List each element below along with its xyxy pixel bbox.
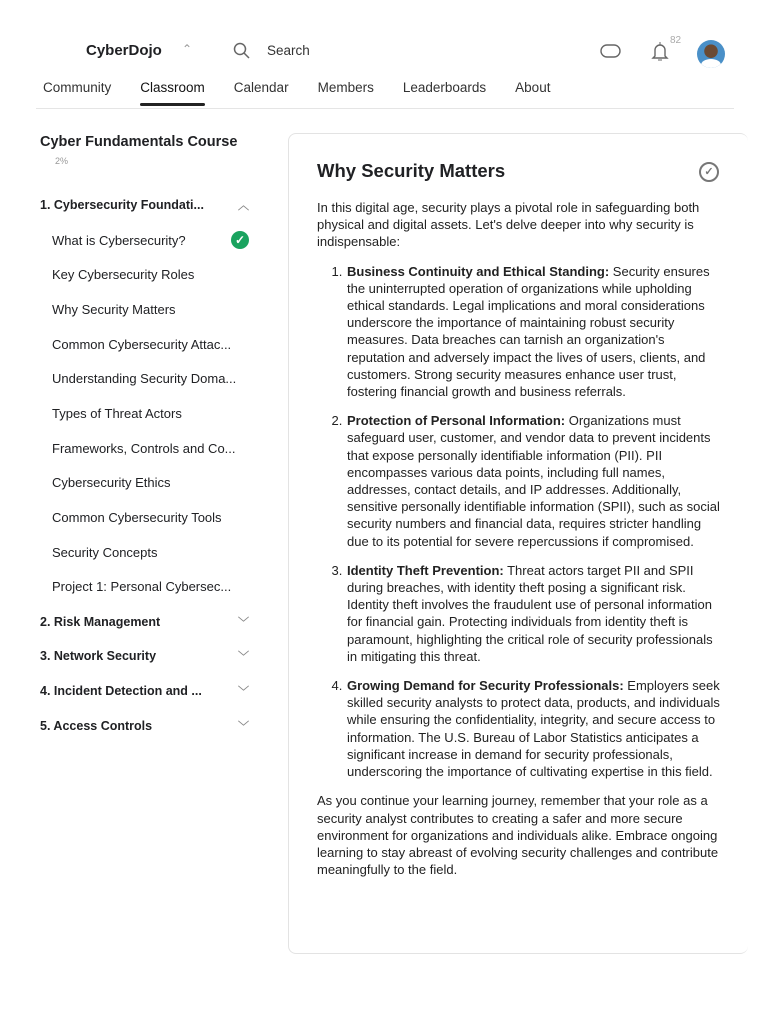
list-item bbox=[346, 562, 720, 665]
chevron-down-icon: ﹀ bbox=[238, 720, 249, 733]
list-item bbox=[346, 677, 720, 780]
lesson-item[interactable] bbox=[40, 327, 255, 362]
search-icon[interactable] bbox=[233, 42, 251, 65]
item-heading: Growing Demand for Security Professionals: bbox=[347, 678, 624, 694]
module-4[interactable] bbox=[40, 674, 255, 709]
list-item bbox=[346, 412, 720, 550]
item-body: Employers seek skilled security analysts to protect data, products, and individuals while ensuring the confidentiality, integrity, and secure access to information. The U.S. Bureau of Labor Statistics anticipates a significant increase in demand for security professionals, underscoring the importance of cultivating expertise in this field. bbox=[347, 678, 720, 780]
lesson-item[interactable] bbox=[40, 535, 255, 570]
course-sidebar bbox=[40, 134, 255, 743]
lesson-item[interactable] bbox=[40, 500, 255, 535]
tab-classroom[interactable]: Classroom bbox=[140, 80, 205, 105]
item-heading: Identity Theft Prevention: bbox=[347, 562, 504, 578]
completed-check-icon: ✓ bbox=[231, 231, 249, 249]
lesson-label: Security Concepts bbox=[52, 544, 158, 560]
lesson-item[interactable] bbox=[40, 570, 255, 605]
search-input[interactable]: Search bbox=[267, 43, 310, 58]
lesson-item[interactable] bbox=[40, 431, 255, 466]
tab-community[interactable]: Community bbox=[43, 80, 112, 95]
lesson-label: Cybersecurity Ethics bbox=[52, 475, 171, 491]
lesson-label: Frameworks, Controls and Co... bbox=[52, 440, 236, 456]
tab-calendar[interactable]: Calendar bbox=[233, 80, 289, 95]
tab-about[interactable]: About bbox=[515, 80, 551, 95]
lesson-label: Why Security Matters bbox=[52, 301, 176, 317]
divider bbox=[36, 108, 734, 109]
item-heading: Business Continuity and Ethical Standing: bbox=[347, 263, 610, 279]
lesson-title: Why Security Matters bbox=[317, 160, 506, 181]
module-label: 5. Access Controls bbox=[40, 718, 153, 733]
course-title: Cyber Fundamentals Course bbox=[40, 134, 238, 150]
item-body: Security ensures the uninterrupted operation of organizations while upholding ethical standards. Legal implications and moral considerations underscore the importance of maintaining robust security measures. Data breaches can tarnish an organization's reputation and adversely impact the lives of users, clients, and customers. Strong security measures enhance user trust, fostering financial growth and business referrals. bbox=[347, 263, 710, 400]
lesson-item[interactable] bbox=[40, 396, 255, 431]
course-progress: 2% bbox=[55, 156, 69, 166]
chat-icon[interactable] bbox=[600, 43, 622, 66]
list-item bbox=[346, 263, 720, 401]
avatar[interactable] bbox=[697, 40, 725, 68]
lesson-item[interactable] bbox=[40, 257, 255, 292]
lesson-label: Types of Threat Actors bbox=[52, 405, 182, 421]
lesson-label: Key Cybersecurity Roles bbox=[52, 267, 195, 283]
tab-members[interactable]: Members bbox=[317, 80, 374, 95]
top-bar bbox=[0, 35, 768, 66]
bell-icon[interactable] bbox=[651, 41, 669, 68]
item-body: Threat actors target PII and SPII during breaches, with identity theft posing a significant risk. Identity theft involves the fraudulent use of personal information for financial gain. Protecting individuals from identity theft is paramount, highlighting the critical role of security professionals in mitigating this threat. bbox=[347, 562, 713, 664]
module-label: 3. Network Security bbox=[40, 649, 157, 664]
community-name[interactable]: CyberDojo bbox=[86, 42, 162, 59]
lesson-label: Project 1: Personal Cybersec... bbox=[52, 579, 232, 595]
nav-tabs bbox=[43, 80, 579, 105]
lesson-label: What is Cybersecurity? bbox=[52, 232, 186, 248]
switch-community-icon[interactable]: ⌃ bbox=[182, 42, 193, 56]
intro-paragraph: In this digital age, security plays a pivotal role in safeguarding both physical and digital assets. Let's delve deeper into why security is indispensable: bbox=[317, 200, 700, 250]
module-5[interactable] bbox=[40, 708, 255, 743]
chevron-down-icon: ﹀ bbox=[238, 685, 249, 698]
lesson-label: Understanding Security Doma... bbox=[52, 371, 237, 387]
lesson-content bbox=[288, 133, 748, 954]
module-label: 4. Incident Detection and ... bbox=[40, 683, 202, 698]
outro-paragraph: As you continue your learning journey, remember that your role as a security analyst contributes to creating a safer and more secure environment for organizations and individuals alike. Embrace ongoing learning to stay abreast of evolving security challenges and contribute meaningfully to the field. bbox=[317, 793, 719, 878]
item-body: Organizations must safeguard user, customer, and vendor data to prevent incidents that expose personally identifiable information (PII). PII encompasses various data points, including full names, addresses, contact details, and IP addresses. Additionally, sensitive personally identifiable information (SPII), such as social security numbers and financial data, requires stricter handling due to its potential for severe repercussions if compromised. bbox=[347, 413, 720, 549]
module-2[interactable] bbox=[40, 604, 255, 639]
chevron-down-icon: ﹀ bbox=[238, 616, 249, 629]
item-heading: Protection of Personal Information: bbox=[347, 413, 566, 429]
lesson-item[interactable] bbox=[40, 292, 255, 327]
tab-leaderboards[interactable]: Leaderboards bbox=[402, 80, 487, 95]
chevron-down-icon: ﹀ bbox=[238, 651, 249, 664]
chevron-up-icon: ︿ bbox=[238, 200, 249, 213]
reasons-list bbox=[346, 263, 720, 781]
module-label: 1. Cybersecurity Foundati... bbox=[40, 198, 204, 213]
module-1[interactable] bbox=[40, 188, 255, 223]
mark-complete-icon[interactable]: ✓ bbox=[699, 162, 719, 182]
lesson-item[interactable] bbox=[40, 361, 255, 396]
lesson-item[interactable] bbox=[40, 466, 255, 501]
lesson-item[interactable] bbox=[40, 223, 255, 258]
module-label: 2. Risk Management bbox=[40, 614, 161, 629]
notification-count: 82 bbox=[670, 35, 682, 46]
lesson-label: Common Cybersecurity Attac... bbox=[52, 336, 232, 352]
lesson-label: Common Cybersecurity Tools bbox=[52, 510, 222, 526]
module-3[interactable] bbox=[40, 639, 255, 674]
